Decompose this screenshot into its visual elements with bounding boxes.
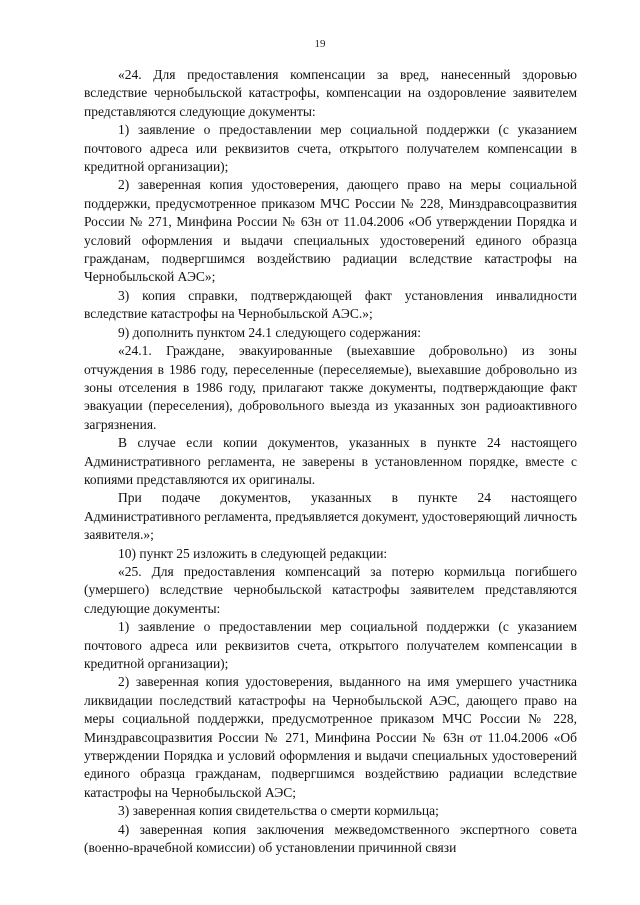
paragraph-24-item-3: 3) копия справки, подтверждающей факт установления инвалидности вследствие катастрофы на Чернобыльской АЭС.»; — [84, 287, 577, 322]
paragraph-24-item-2: 2) заверенная копия удостоверения, дающего право на меры социальной поддержки, предусмотренное приказом МЧС России № 228, Минздравсоцразвития России № 271, Минфина России № 63н от 11.04.2006 «Об утверждении Порядка и условий оформления и выдачи специальных удостоверений единого образца гражданам, подвергшимся воздействию радиации вследствие катастрофы на Чернобыльской АЭС»; — [84, 177, 577, 285]
paragraph-amendment-9: 9) дополнить пунктом 24.1 следующего содержания: — [118, 324, 422, 340]
paragraph-copies-originals: В случае если копии документов, указанных в пункте 24 настоящего Административного регламента, не заверены в установленном порядке, вместе с копиями представляются их оригиналы. — [84, 435, 577, 487]
document-body — [84, 66, 577, 857]
paragraph-identity-document: При подаче документов, указанных в пункте 24 настоящего Административного регламента, предъявляется документ, удостоверяющий личность заявителя.»; — [84, 490, 577, 543]
paragraph-25-item-3: 3) заверенная копия свидетельства о смерти кормильца; — [118, 803, 439, 819]
paragraph-24-intro: «24. Для предоставления компенсации за вред, нанесенный здоровью вследствие чернобыльской катастрофы, компенсации на оздоровление заявителем представляются следующие документы: — [84, 67, 577, 119]
paragraph-25-intro: «25. Для предоставления компенсаций за потерю кормильца погибшего (умершего) вследствие чернобыльской катастрофы заявителем представляются следующие документы: — [84, 563, 577, 616]
paragraph-24-item-1: 1) заявление о предоставлении мер социальной поддержки (с указанием почтового адреса или реквизитов счета, открытого получателем компенсации в кредитной организации); — [84, 122, 577, 175]
page-number: 19 — [314, 38, 326, 50]
paragraph-amendment-10: 10) пункт 25 изложить в следующей редакции: — [118, 545, 388, 561]
paragraph-24-1: «24.1. Граждане, эвакуированные (выехавшие добровольно) из зоны отчуждения в 1986 году, переселенные (переселяемые), выехавшие добровольно из зоны отселения в 1986 году, прилагают также документы, подтверждающие факт эвакуации (переселения), добровольного выезда из указанных зон радиоактивного загрязнения. — [84, 343, 577, 432]
paragraph-25-item-2: 2) заверенная копия удостоверения, выданного на имя умершего участника ликвидации последствий катастрофы на Чернобыльской АЭС, дающего право на меры социальной поддержки, предусмотренное приказом МЧС России № 228, Минздравсоцразвития России № 271, Минфина России № 63н от 11.04.2006 «Об утверждении Порядка и условий оформления и выдачи специальных удостоверений единого образца гражданам, подвергшимся воздействию радиации вследствие катастрофы на Чернобыльской АЭС; — [84, 674, 577, 800]
paragraph-25-item-1: 1) заявление о предоставлении мер социальной поддержки (с указанием почтового адреса или реквизитов счета, открытого получателем компенсации в кредитной организации); — [84, 619, 577, 671]
paragraph-25-item-4: 4) заверенная копия заключения межведомственного экспертного совета (военно-врачебной комиссии) об установлении причинной связи — [84, 821, 577, 856]
